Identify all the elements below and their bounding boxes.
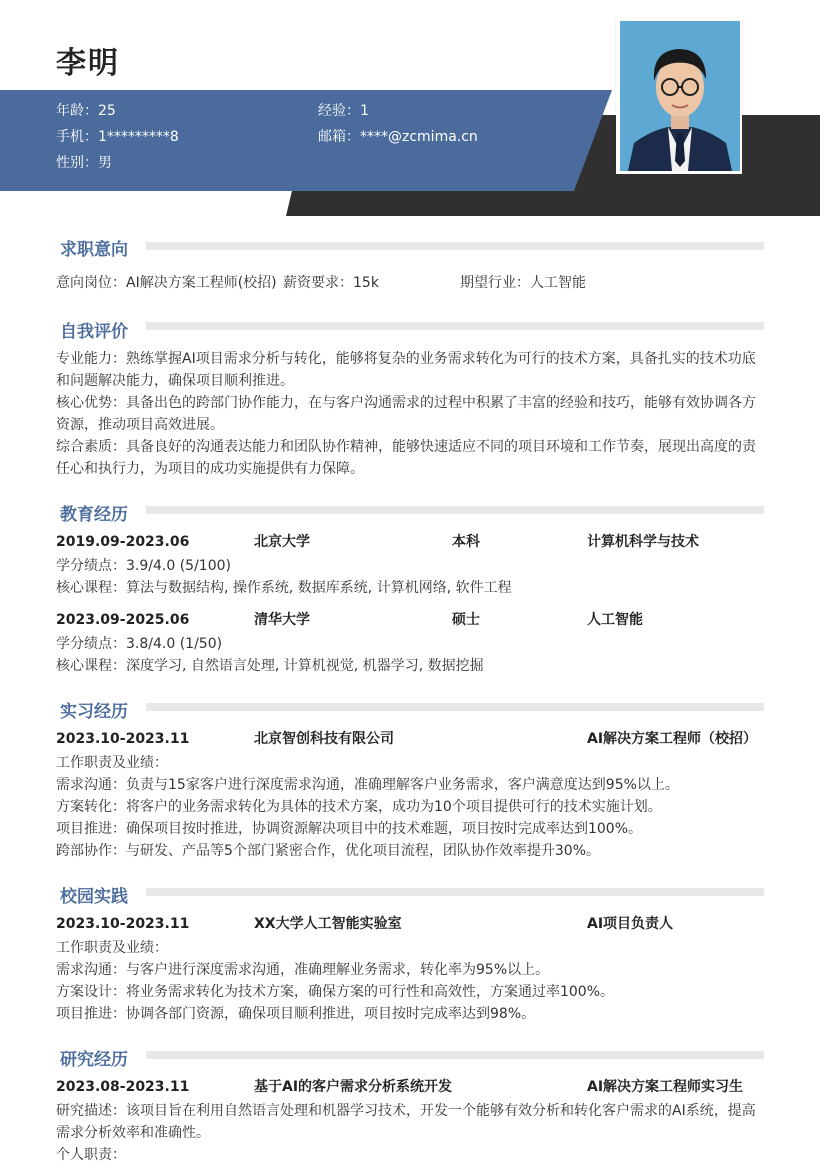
section-title-campus: 校园实践 — [60, 887, 128, 907]
section-bar-campus — [146, 888, 764, 896]
section-bar-self — [146, 322, 764, 330]
intern-line: 方案转化：将客户的业务需求转化为具体的技术方案，成功为10个项目提供可行的技术实施计划。 — [56, 799, 662, 815]
edu-courses: 核心课程：算法与数据结构, 操作系统, 数据库系统, 计算机网络, 软件工程 — [56, 580, 512, 596]
section-title-edu: 教育经历 — [60, 505, 128, 525]
intern-line: 工作职责及业绩： — [56, 755, 168, 771]
age-field: 年龄：25 — [56, 103, 116, 119]
edu-school: 清华大学 — [254, 612, 310, 628]
section-title-research: 研究经历 — [60, 1050, 128, 1070]
campus-line: 需求沟通：与客户进行深度需求沟通，准确理解业务需求，转化率为95%以上。 — [56, 962, 550, 978]
edu-degree: 硕士 — [452, 612, 480, 628]
campus-line: 方案设计：将业务需求转化为技术方案，确保方案的可行性和高效性，方案通过率100%。 — [56, 984, 615, 1000]
self-eval-paragraph — [56, 348, 766, 480]
section-title-intent: 求职意向 — [60, 240, 128, 260]
campus-line: 工作职责及业绩： — [56, 940, 168, 956]
avatar — [620, 21, 740, 171]
edu-major: 人工智能 — [587, 612, 643, 628]
intern-line: 跨部协作：与研发、产品等5个部门紧密合作，优化项目流程，团队协作效率提升30%。 — [56, 843, 601, 859]
intern-date: 2023.10-2023.11 — [56, 731, 190, 747]
intent-salary: 薪资要求：15k — [283, 275, 379, 291]
section-bar-intern — [146, 703, 764, 711]
intent-position: 意向岗位：AI解决方案工程师(校招) — [56, 275, 277, 291]
self-eval-line: 专业能力：熟练掌握AI项目需求分析与转化，能够将复杂的业务需求转化为可行的技术方案，具备扎实的技术功底和问题解决能力，确保项目顺利推进。 — [56, 351, 756, 389]
campus-line: 项目推进：协调各部门资源，确保项目顺利推进，项目按时完成率达到98%。 — [56, 1006, 536, 1022]
experience-field: 经验：1 — [318, 103, 369, 119]
section-bar-edu — [146, 506, 764, 514]
campus-org: XX大学人工智能实验室 — [254, 916, 402, 932]
email-field: 邮箱：****@zcmima.cn — [318, 129, 478, 145]
intern-role: AI解决方案工程师（校招） — [587, 731, 758, 747]
section-title-intern: 实习经历 — [60, 702, 128, 722]
section-title-self: 自我评价 — [60, 322, 128, 342]
edu-degree: 本科 — [452, 534, 480, 550]
section-bar-intent — [146, 242, 764, 250]
edu-gpa: 学分绩点：3.8/4.0 (1/50) — [56, 636, 223, 652]
campus-details — [56, 937, 766, 1025]
candidate-name: 李明 — [56, 46, 120, 81]
gender-field: 性别：男 — [56, 155, 112, 171]
intern-line: 项目推进：确保项目按时推进，协调资源解决项目中的技术难题，项目按时完成率达到100%。 — [56, 821, 643, 837]
campus-date: 2023.10-2023.11 — [56, 916, 190, 932]
campus-role: AI项目负责人 — [587, 916, 674, 932]
intent-industry: 期望行业：人工智能 — [460, 275, 586, 291]
research-role: AI解决方案工程师实习生 — [587, 1079, 744, 1095]
edu-date: 2019.09-2023.06 — [56, 534, 190, 550]
self-eval-line: 核心优势：具备出色的跨部门协作能力，在与客户沟通需求的过程中积累了丰富的经验和技巧，能够有效协调各方资源，推动项目高效进展。 — [56, 395, 756, 433]
edu-gpa: 学分绩点：3.9/4.0 (5/100) — [56, 558, 231, 574]
intern-line: 需求沟通：负责与15家客户进行深度需求沟通，准确理解客户业务需求，客户满意度达到95%以上。 — [56, 777, 679, 793]
edu-courses: 核心课程：深度学习, 自然语言处理, 计算机视觉, 机器学习, 数据挖掘 — [56, 658, 484, 674]
section-bar-research — [146, 1051, 764, 1059]
research-desc: 研究描述：该项目旨在利用自然语言处理和机器学习技术，开发一个能够有效分析和转化客户需求的AI系统，提高需求分析效率和准确性。 — [56, 1103, 756, 1141]
intern-company: 北京智创科技有限公司 — [254, 731, 394, 747]
research-details — [56, 1100, 766, 1166]
edu-date: 2023.09-2025.06 — [56, 612, 190, 628]
edu-major: 计算机科学与技术 — [587, 534, 699, 550]
research-project: 基于AI的客户需求分析系统开发 — [254, 1079, 453, 1095]
research-date: 2023.08-2023.11 — [56, 1079, 190, 1095]
research-duty: 个人职责： — [56, 1147, 126, 1163]
intern-details — [56, 752, 766, 862]
edu-school: 北京大学 — [254, 534, 310, 550]
self-eval-line: 综合素质：具备良好的沟通表达能力和团队协作精神，能够快速适应不同的项目环境和工作节奏，展现出高度的责任心和执行力，为项目的成功实施提供有力保障。 — [56, 439, 756, 477]
phone-field: 手机：1*********8 — [56, 129, 179, 145]
